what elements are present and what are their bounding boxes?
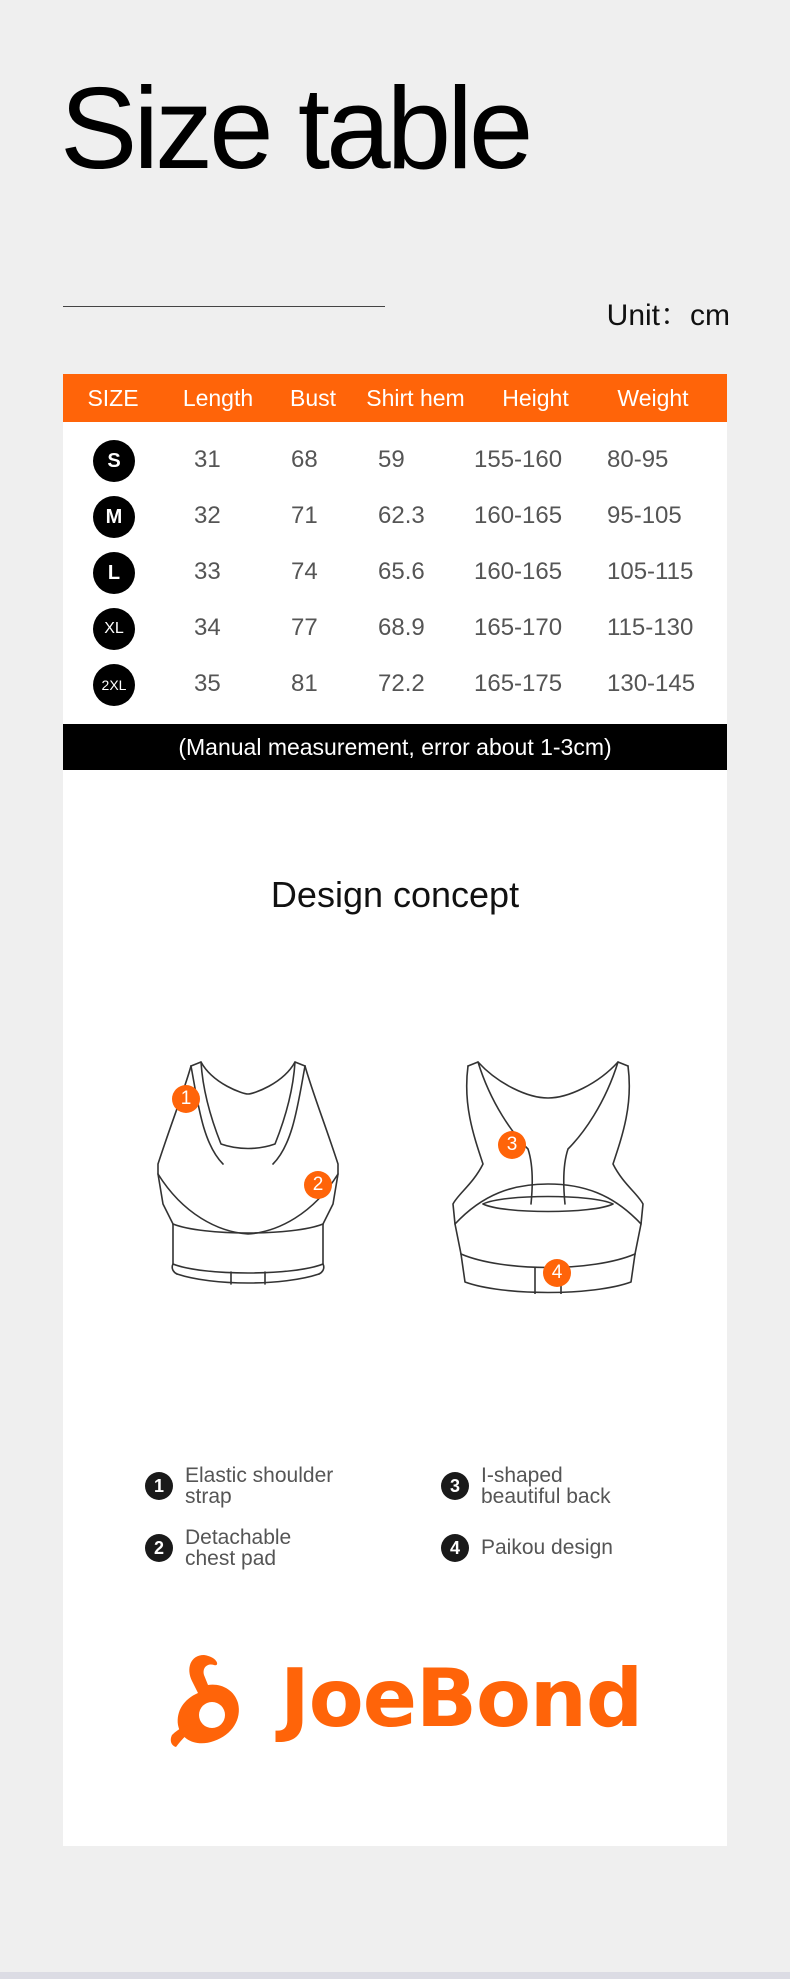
marker-2: 2 [304, 1171, 332, 1199]
legend-number: 2 [145, 1534, 173, 1562]
cell-weight: 80-95 [607, 446, 669, 473]
cell-bust: 77 [291, 614, 318, 641]
cell-weight: 115-130 [607, 614, 694, 641]
header-size: SIZE [87, 385, 139, 411]
cell-weight: 95-105 [607, 502, 682, 529]
cell-bust: 71 [291, 502, 318, 529]
legend-text: I-shaped beautiful back [481, 1464, 611, 1508]
header-bust: Bust [289, 385, 337, 411]
cell-bust: 81 [291, 670, 318, 697]
bottom-strip [0, 1972, 790, 1979]
table-row [63, 600, 727, 656]
size-badge: 2XL [93, 664, 135, 706]
cell-length: 34 [194, 614, 221, 641]
marker-4: 4 [543, 1259, 571, 1287]
cell-hem: 65.6 [378, 558, 425, 585]
header-weight: Weight [617, 385, 689, 411]
content-card [63, 374, 727, 1846]
legend-text: Paikou design [481, 1536, 613, 1559]
cell-hem: 59 [378, 446, 405, 473]
size-badge: XL [93, 608, 135, 650]
cell-length: 32 [194, 502, 221, 529]
cell-length: 33 [194, 558, 221, 585]
legend-number: 4 [441, 1534, 469, 1562]
marker-1: 1 [172, 1085, 200, 1113]
design-concept-title: Design concept [270, 874, 520, 915]
table-row [63, 656, 727, 712]
cell-height: 165-175 [474, 670, 563, 697]
header-height: Height [502, 385, 569, 411]
table-row [63, 432, 727, 488]
legend-text: Elastic shoulder strap [185, 1464, 334, 1508]
divider-line [63, 306, 385, 307]
size-badge: S [93, 440, 135, 482]
cell-height: 155-160 [474, 446, 563, 473]
size-badge: L [93, 552, 135, 594]
header-shirt-hem: Shirt hem [366, 385, 465, 411]
cell-hem: 72.2 [378, 670, 425, 697]
size-table-header [63, 374, 727, 422]
header-length: Length [182, 385, 254, 411]
table-row [63, 488, 727, 544]
marker-3: 3 [498, 1131, 526, 1159]
cell-hem: 62.3 [378, 502, 425, 529]
unit-label: Unit：cm [606, 299, 730, 332]
legend-number: 3 [441, 1472, 469, 1500]
cell-height: 165-170 [474, 614, 563, 641]
legend-number: 1 [145, 1472, 173, 1500]
cell-bust: 74 [291, 558, 318, 585]
cell-weight: 105-115 [607, 558, 694, 585]
cell-height: 160-165 [474, 558, 563, 585]
bra-back-view-drawing [443, 1054, 653, 1294]
brand-mark-icon [168, 1649, 268, 1749]
page-title: Size table [60, 63, 530, 193]
size-badge: M [93, 496, 135, 538]
cell-height: 160-165 [474, 502, 563, 529]
cell-weight: 130-145 [607, 670, 696, 697]
cell-hem: 68.9 [378, 614, 425, 641]
brand-name: JoeBond [280, 1652, 643, 1745]
brand-logo [168, 1649, 643, 1759]
cell-length: 35 [194, 670, 221, 697]
cell-length: 31 [194, 446, 221, 473]
measurement-note: (Manual measurement, error about 1-3cm) [63, 724, 727, 770]
table-row [63, 544, 727, 600]
legend-text: Detachable chest pad [185, 1526, 292, 1570]
cell-bust: 68 [291, 446, 318, 473]
